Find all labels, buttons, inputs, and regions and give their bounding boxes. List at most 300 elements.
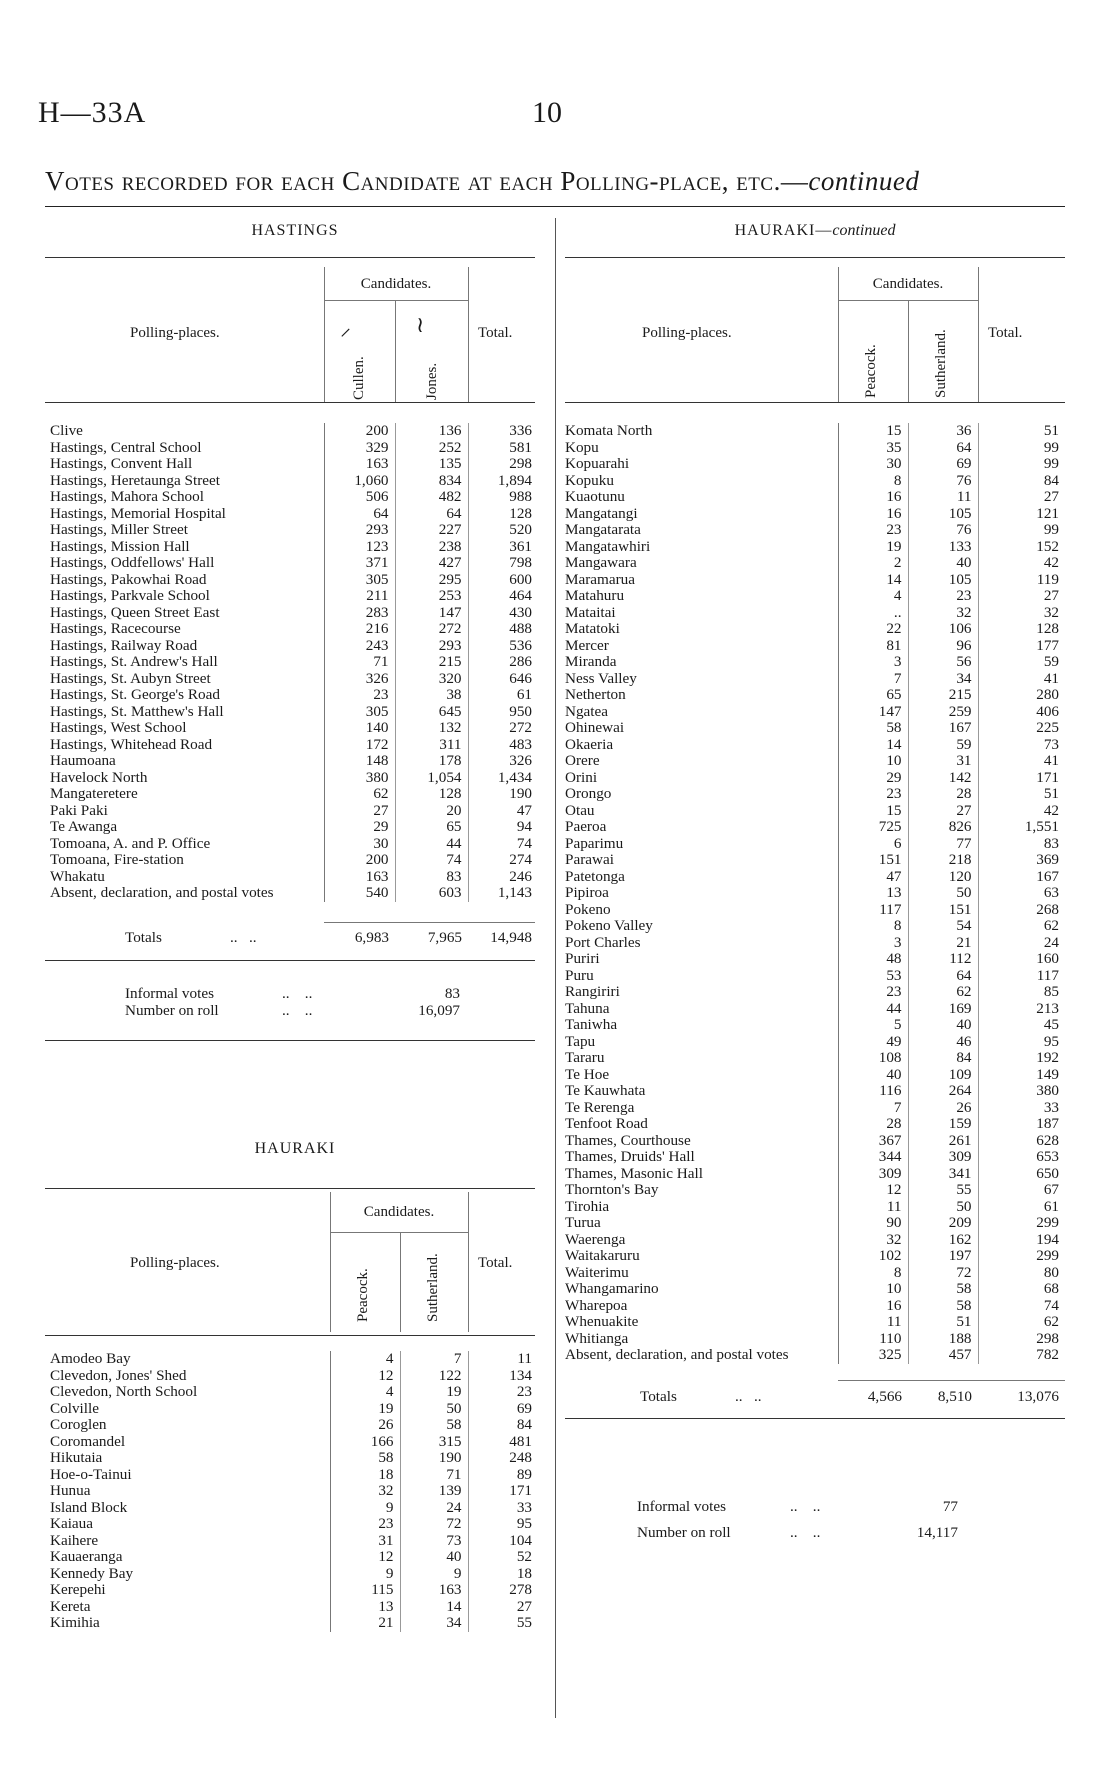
- polling-place-name: Tirohia: [565, 1198, 610, 1215]
- candidate-2-votes: 105: [908, 506, 978, 523]
- row-total: 42: [978, 555, 1065, 572]
- candidate-1-votes: 48: [838, 951, 908, 968]
- candidate-1-votes: 65: [838, 687, 908, 704]
- candidate-2-votes: 159: [908, 1116, 978, 1133]
- hastings-table-bottom-rule: [45, 960, 535, 961]
- polling-place-name: Waiterimu: [565, 1264, 629, 1281]
- hauraki-candidate-1: Peacock.: [355, 1268, 371, 1322]
- candidate-2-votes: 135: [395, 456, 468, 473]
- candidate-1-votes: 11: [838, 1314, 908, 1331]
- table-row: [565, 654, 1065, 671]
- polling-place-name: Kopu: [565, 439, 599, 456]
- candidate-1-votes: 16: [838, 1298, 908, 1315]
- candidate-2-votes: 40: [908, 1017, 978, 1034]
- hauraki-grand-total: 13,076: [1017, 1388, 1059, 1405]
- page-code: H—33A: [38, 96, 147, 129]
- hauraki-cont-totals-label: Totals: [640, 1388, 677, 1405]
- candidate-2-votes: 1,054: [395, 770, 468, 787]
- polling-place-name: Otau: [565, 802, 595, 819]
- candidate-1-votes: 117: [838, 902, 908, 919]
- candidate-2-votes: 120: [908, 869, 978, 886]
- table-row: [565, 1215, 1065, 1232]
- candidate-1-votes: 4: [330, 1351, 400, 1368]
- hauraki-roll-value: 14,117: [916, 1524, 958, 1541]
- polling-place-name: Waerenga: [565, 1231, 626, 1248]
- candidate-2-votes: 26: [908, 1100, 978, 1117]
- hauraki-table: [50, 1351, 538, 1632]
- candidate-2-votes: 84: [908, 1050, 978, 1067]
- row-total: 85: [978, 984, 1065, 1001]
- candidate-2-votes: 76: [908, 473, 978, 490]
- hauraki-total-label: Total.: [478, 1255, 513, 1271]
- row-total: 42: [978, 803, 1065, 820]
- polling-place-name: Orini: [565, 769, 598, 786]
- polling-place-name: Mataitai: [565, 604, 616, 621]
- table-row: [50, 456, 538, 473]
- table-row: [50, 1417, 538, 1434]
- hauraki-total-peacock: 4,566: [867, 1388, 902, 1405]
- row-total: 134: [468, 1368, 538, 1385]
- table-row: [565, 902, 1065, 919]
- row-total: 83: [978, 836, 1065, 853]
- hauraki-section-title: HAURAKI: [254, 1140, 336, 1157]
- row-total: 104: [468, 1533, 538, 1550]
- candidate-1-votes: 47: [838, 869, 908, 886]
- polling-place-name: Havelock North: [50, 769, 148, 786]
- polling-place-name: Ngatea: [565, 703, 609, 720]
- candidate-2-votes: 20: [395, 803, 468, 820]
- hauraki-header-bottom-rule: [45, 1335, 535, 1336]
- table-row: [565, 770, 1065, 787]
- row-total: 190: [468, 786, 538, 803]
- row-total: 213: [978, 1001, 1065, 1018]
- polling-place-name: Thames, Masonic Hall: [565, 1165, 703, 1182]
- candidate-2-votes: 58: [908, 1298, 978, 1315]
- row-total: 950: [468, 704, 538, 721]
- hauraki-cont-table-bottom-rule: [565, 1418, 1065, 1419]
- row-total: 798: [468, 555, 538, 572]
- row-total: 278: [468, 1582, 538, 1599]
- hastings-totals-rule: [324, 922, 535, 923]
- candidate-2-votes: 32: [908, 605, 978, 622]
- polling-place-name: Patetonga: [565, 868, 625, 885]
- polling-place-name: Coromandel: [50, 1433, 126, 1450]
- candidate-2-votes: 272: [395, 621, 468, 638]
- table-row: [565, 671, 1065, 688]
- polling-place-name: Kereta: [50, 1598, 91, 1615]
- polling-place-name: Absent, declaration, and postal votes: [50, 885, 274, 901]
- polling-place-name: Tomoana, Fire-station: [50, 852, 184, 868]
- row-total: 650: [978, 1166, 1065, 1183]
- row-total: 24: [978, 935, 1065, 952]
- table-row: [50, 638, 538, 655]
- candidate-2-votes: 293: [395, 638, 468, 655]
- polling-place-name: Kaiaua: [50, 1516, 94, 1532]
- polling-place-name: Hoe-o-Tainui: [50, 1466, 132, 1483]
- candidate-1-votes: 22: [838, 621, 908, 638]
- row-total: 248: [468, 1450, 538, 1467]
- table-row: [565, 489, 1065, 506]
- candidate-2-votes: 311: [395, 737, 468, 754]
- table-row: [565, 753, 1065, 770]
- polling-place-name: Hastings, Miller Street: [50, 522, 188, 538]
- row-total: 581: [468, 440, 538, 457]
- table-row: [50, 605, 538, 622]
- table-row: [565, 1314, 1065, 1331]
- candidate-1-votes: 293: [324, 522, 395, 539]
- table-row: [50, 1450, 538, 1467]
- polling-place-name: Coroglen: [50, 1417, 107, 1433]
- candidate-2-votes: 58: [400, 1417, 468, 1434]
- table-row: [50, 885, 538, 902]
- candidate-2-votes: 826: [908, 819, 978, 836]
- row-total: 268: [978, 902, 1065, 919]
- table-row: [565, 935, 1065, 952]
- candidate-1-votes: 344: [838, 1149, 908, 1166]
- table-row: [565, 786, 1065, 803]
- candidate-1-votes: 506: [324, 489, 395, 506]
- row-total: 63: [978, 885, 1065, 902]
- hastings-header-top-rule: [45, 257, 535, 258]
- candidate-2-votes: 64: [908, 440, 978, 457]
- row-total: 1,143: [468, 885, 538, 902]
- polling-place-name: Tararu: [565, 1050, 605, 1066]
- row-total: 336: [468, 423, 538, 440]
- row-total: 33: [978, 1100, 1065, 1117]
- candidate-1-votes: 13: [838, 885, 908, 902]
- table-row: [565, 1017, 1065, 1034]
- candidate-2-votes: 51: [908, 1314, 978, 1331]
- polling-place-name: Parawai: [565, 852, 614, 868]
- candidate-2-votes: 264: [908, 1083, 978, 1100]
- polling-place-name: Te Kauwhata: [565, 1083, 646, 1099]
- polling-place-name: Whenuakite: [565, 1314, 639, 1330]
- row-total: 52: [468, 1549, 538, 1566]
- candidate-2-votes: 21: [908, 935, 978, 952]
- table-row: [50, 1599, 538, 1616]
- table-row: [50, 473, 538, 490]
- row-total: 84: [978, 473, 1065, 490]
- hauraki-candidate-2: Sutherland.: [425, 1253, 441, 1322]
- candidate-1-votes: 30: [324, 836, 395, 853]
- polling-place-name: Hunua: [50, 1483, 91, 1499]
- polling-place-name: Colville: [50, 1400, 99, 1417]
- candidate-1-votes: 8: [838, 918, 908, 935]
- candidate-1-votes: 32: [838, 1232, 908, 1249]
- polling-place-name: Kimihia: [50, 1615, 100, 1631]
- candidate-1-votes: 13: [330, 1599, 400, 1616]
- candidate-1-votes: 9: [330, 1566, 400, 1583]
- row-total: 55: [468, 1615, 538, 1632]
- candidate-1-votes: 108: [838, 1050, 908, 1067]
- candidate-1-votes: 21: [330, 1615, 400, 1632]
- table-row: [565, 737, 1065, 754]
- table-row: [565, 687, 1065, 704]
- candidate-2-votes: 167: [908, 720, 978, 737]
- polling-place-name: Paki Paki: [50, 802, 108, 819]
- candidate-2-votes: 96: [908, 638, 978, 655]
- candidate-2-votes: 40: [400, 1549, 468, 1566]
- hauraki-cont-totals-dots: .. ..: [735, 1388, 762, 1405]
- candidate-1-votes: 4: [330, 1384, 400, 1401]
- hastings-totals-dots: .. ..: [230, 929, 257, 946]
- candidate-1-votes: 15: [838, 423, 908, 440]
- candidate-1-votes: 8: [838, 473, 908, 490]
- polling-place-name: Rangiriri: [565, 984, 620, 1000]
- polling-place-name: Tahuna: [565, 1000, 610, 1017]
- candidate-2-votes: 31: [908, 753, 978, 770]
- row-total: 299: [978, 1248, 1065, 1265]
- candidate-2-votes: 603: [395, 885, 468, 902]
- hauraki-total-sutherland: 8,510: [937, 1388, 972, 1405]
- row-total: 121: [978, 506, 1065, 523]
- row-total: 67: [978, 1182, 1065, 1199]
- row-total: 483: [468, 737, 538, 754]
- candidate-2-votes: 252: [395, 440, 468, 457]
- table-row: [565, 803, 1065, 820]
- candidate-2-votes: 457: [908, 1347, 978, 1364]
- row-total: 628: [978, 1133, 1065, 1150]
- table-row: [565, 1166, 1065, 1183]
- table-row: [565, 572, 1065, 589]
- table-row: [50, 1582, 538, 1599]
- table-row: [565, 539, 1065, 556]
- candidate-1-votes: 305: [324, 572, 395, 589]
- row-total: 406: [978, 704, 1065, 721]
- candidate-1-votes: 200: [324, 423, 395, 440]
- hauraki-roll-dots: .. ..: [790, 1524, 821, 1541]
- table-row: [50, 1566, 538, 1583]
- candidate-2-votes: 64: [395, 506, 468, 523]
- polling-place-name: Kaihere: [50, 1532, 99, 1549]
- candidate-2-votes: 645: [395, 704, 468, 721]
- candidate-2-votes: 11: [908, 489, 978, 506]
- candidate-1-votes: 8: [838, 1265, 908, 1282]
- candidate-2-votes: 227: [395, 522, 468, 539]
- polling-place-name: Thornton's Bay: [565, 1182, 659, 1198]
- table-row: [565, 852, 1065, 869]
- table-row: [565, 1281, 1065, 1298]
- candidate-2-votes: 136: [395, 423, 468, 440]
- hauraki-informal-value: 77: [942, 1498, 958, 1515]
- hastings-polling-label: Polling-places.: [130, 325, 220, 341]
- row-total: 11: [468, 1351, 538, 1368]
- candidate-1-votes: 19: [838, 539, 908, 556]
- candidate-2-votes: 834: [395, 473, 468, 490]
- hastings-total-cullen: 6,983: [354, 929, 389, 946]
- row-total: 41: [978, 671, 1065, 688]
- row-total: 274: [468, 852, 538, 869]
- row-total: 1,551: [978, 819, 1065, 836]
- candidate-2-votes: 320: [395, 671, 468, 688]
- candidate-2-votes: 27: [908, 803, 978, 820]
- candidate-2-votes: 261: [908, 1133, 978, 1150]
- row-total: 246: [468, 869, 538, 886]
- hauraki-cont-header-divider: [908, 300, 909, 402]
- candidate-1-votes: 27: [324, 803, 395, 820]
- candidate-2-votes: 112: [908, 951, 978, 968]
- candidate-2-votes: 178: [395, 753, 468, 770]
- candidate-1-votes: 326: [324, 671, 395, 688]
- table-row: [565, 588, 1065, 605]
- table-row: [50, 1384, 538, 1401]
- polling-place-name: Port Charles: [565, 934, 641, 951]
- polling-place-name: Hastings, Oddfellows' Hall: [50, 555, 215, 571]
- row-total: 149: [978, 1067, 1065, 1084]
- table-row: [565, 1248, 1065, 1265]
- polling-place-name: Hastings, Central School: [50, 439, 202, 456]
- candidate-2-votes: 34: [908, 671, 978, 688]
- polling-place-name: Hastings, Heretaunga Street: [50, 472, 220, 489]
- candidate-1-votes: 3: [838, 935, 908, 952]
- table-row: [50, 852, 538, 869]
- candidate-1-votes: 14: [838, 737, 908, 754]
- candidate-1-votes: 2: [838, 555, 908, 572]
- candidate-2-votes: 315: [400, 1434, 468, 1451]
- row-total: 89: [468, 1467, 538, 1484]
- candidate-2-votes: 218: [908, 852, 978, 869]
- polling-place-name: Paparimu: [565, 835, 624, 852]
- candidate-2-votes: 59: [908, 737, 978, 754]
- candidate-2-votes: 259: [908, 704, 978, 721]
- candidate-1-votes: 31: [330, 1533, 400, 1550]
- row-total: 62: [978, 918, 1065, 935]
- candidate-1-votes: 371: [324, 555, 395, 572]
- candidate-1-votes: 166: [330, 1434, 400, 1451]
- candidate-2-votes: 71: [400, 1467, 468, 1484]
- row-total: 600: [468, 572, 538, 589]
- polling-place-name: Whangamarino: [565, 1281, 659, 1297]
- candidate-1-votes: 102: [838, 1248, 908, 1265]
- row-total: 128: [468, 506, 538, 523]
- candidate-1-votes: 329: [324, 440, 395, 457]
- polling-place-name: Hastings, St. Aubyn Street: [50, 670, 211, 687]
- polling-place-name: Taniwha: [565, 1017, 618, 1033]
- table-row: [565, 836, 1065, 853]
- candidate-1-votes: 309: [838, 1166, 908, 1183]
- polling-place-name: Kennedy Bay: [50, 1565, 134, 1582]
- hauraki-informal-label: Informal votes: [637, 1498, 726, 1515]
- candidate-1-votes: 243: [324, 638, 395, 655]
- hastings-end-rule: [45, 1040, 535, 1041]
- candidate-2-votes: 23: [908, 588, 978, 605]
- candidate-2-votes: 139: [400, 1483, 468, 1500]
- row-total: 464: [468, 588, 538, 605]
- table-row: [50, 737, 538, 754]
- table-row: [565, 1001, 1065, 1018]
- table-row: [565, 1182, 1065, 1199]
- polling-place-name: Kauaeranga: [50, 1549, 123, 1565]
- candidate-2-votes: 482: [395, 489, 468, 506]
- polling-place-name: Ness Valley: [565, 670, 637, 687]
- candidate-1-votes: 151: [838, 852, 908, 869]
- polling-place-name: Hastings, West School: [50, 720, 187, 736]
- table-row: [50, 654, 538, 671]
- hastings-candidates-rule: [324, 300, 468, 301]
- polling-place-name: Matahuru: [565, 588, 625, 604]
- polling-place-name: Hastings, Memorial Hospital: [50, 505, 226, 522]
- table-row: [50, 489, 538, 506]
- candidate-2-votes: 14: [400, 1599, 468, 1616]
- candidate-2-votes: 253: [395, 588, 468, 605]
- row-total: 47: [468, 803, 538, 820]
- candidate-2-votes: 72: [908, 1265, 978, 1282]
- table-row: [565, 456, 1065, 473]
- table-row: [50, 1533, 538, 1550]
- row-total: 298: [978, 1331, 1065, 1348]
- polling-place-name: Hastings, Pakowhai Road: [50, 571, 207, 588]
- row-total: 488: [468, 621, 538, 638]
- candidate-2-votes: 24: [400, 1500, 468, 1517]
- row-total: 430: [468, 605, 538, 622]
- table-row: [50, 869, 538, 886]
- candidate-2-votes: 341: [908, 1166, 978, 1183]
- polling-place-name: Te Awanga: [50, 819, 118, 835]
- table-row: [50, 555, 538, 572]
- table-row: [565, 423, 1065, 440]
- candidate-1-votes: 90: [838, 1215, 908, 1232]
- row-total: 225: [978, 720, 1065, 737]
- polling-place-name: Tapu: [565, 1033, 596, 1050]
- candidate-2-votes: 190: [400, 1450, 468, 1467]
- table-row: [565, 440, 1065, 457]
- page-title: Votes recorded for each Candidate at each Polling-place, etc.—continued: [45, 166, 920, 196]
- polling-place-name: Amodeo Bay: [50, 1351, 131, 1367]
- candidate-1-votes: 725: [838, 819, 908, 836]
- row-total: 68: [978, 1281, 1065, 1298]
- table-row: [565, 1347, 1065, 1364]
- table-row: [50, 803, 538, 820]
- candidate-2-votes: 40: [908, 555, 978, 572]
- candidate-1-votes: ..: [838, 605, 908, 622]
- candidate-2-votes: 69: [908, 456, 978, 473]
- table-row: [50, 1401, 538, 1418]
- row-total: 520: [468, 522, 538, 539]
- table-row: [565, 555, 1065, 572]
- row-total: 171: [978, 770, 1065, 787]
- candidate-1-votes: 163: [324, 456, 395, 473]
- row-total: 23: [468, 1384, 538, 1401]
- row-total: 95: [978, 1034, 1065, 1051]
- polling-place-name: Te Hoe: [565, 1066, 610, 1083]
- hastings-total-label: Total.: [478, 325, 513, 341]
- candidate-2-votes: 151: [908, 902, 978, 919]
- table-row: [50, 1500, 538, 1517]
- hastings-header-divider: [395, 300, 396, 402]
- candidate-1-votes: 16: [838, 489, 908, 506]
- table-row: [50, 671, 538, 688]
- hastings-candidate-1: Cullen.: [351, 356, 367, 400]
- candidate-1-votes: 4: [838, 588, 908, 605]
- table-row: [565, 638, 1065, 655]
- candidate-1-votes: 14: [838, 572, 908, 589]
- hauraki-cont-header-bottom-rule: [565, 402, 1065, 403]
- table-row: [565, 1050, 1065, 1067]
- candidate-2-votes: 427: [395, 555, 468, 572]
- candidate-1-votes: 11: [838, 1199, 908, 1216]
- polling-place-name: Mercer: [565, 637, 609, 654]
- candidate-1-votes: 123: [324, 539, 395, 556]
- row-total: 119: [978, 572, 1065, 589]
- table-row: [565, 473, 1065, 490]
- table-row: [50, 753, 538, 770]
- row-total: 369: [978, 852, 1065, 869]
- hastings-roll-value: 16,097: [418, 1002, 460, 1019]
- polling-place-name: Haumoana: [50, 753, 116, 769]
- polling-place-name: Clevedon, Jones' Shed: [50, 1367, 187, 1384]
- candidate-2-votes: 309: [908, 1149, 978, 1166]
- candidate-1-votes: 62: [324, 786, 395, 803]
